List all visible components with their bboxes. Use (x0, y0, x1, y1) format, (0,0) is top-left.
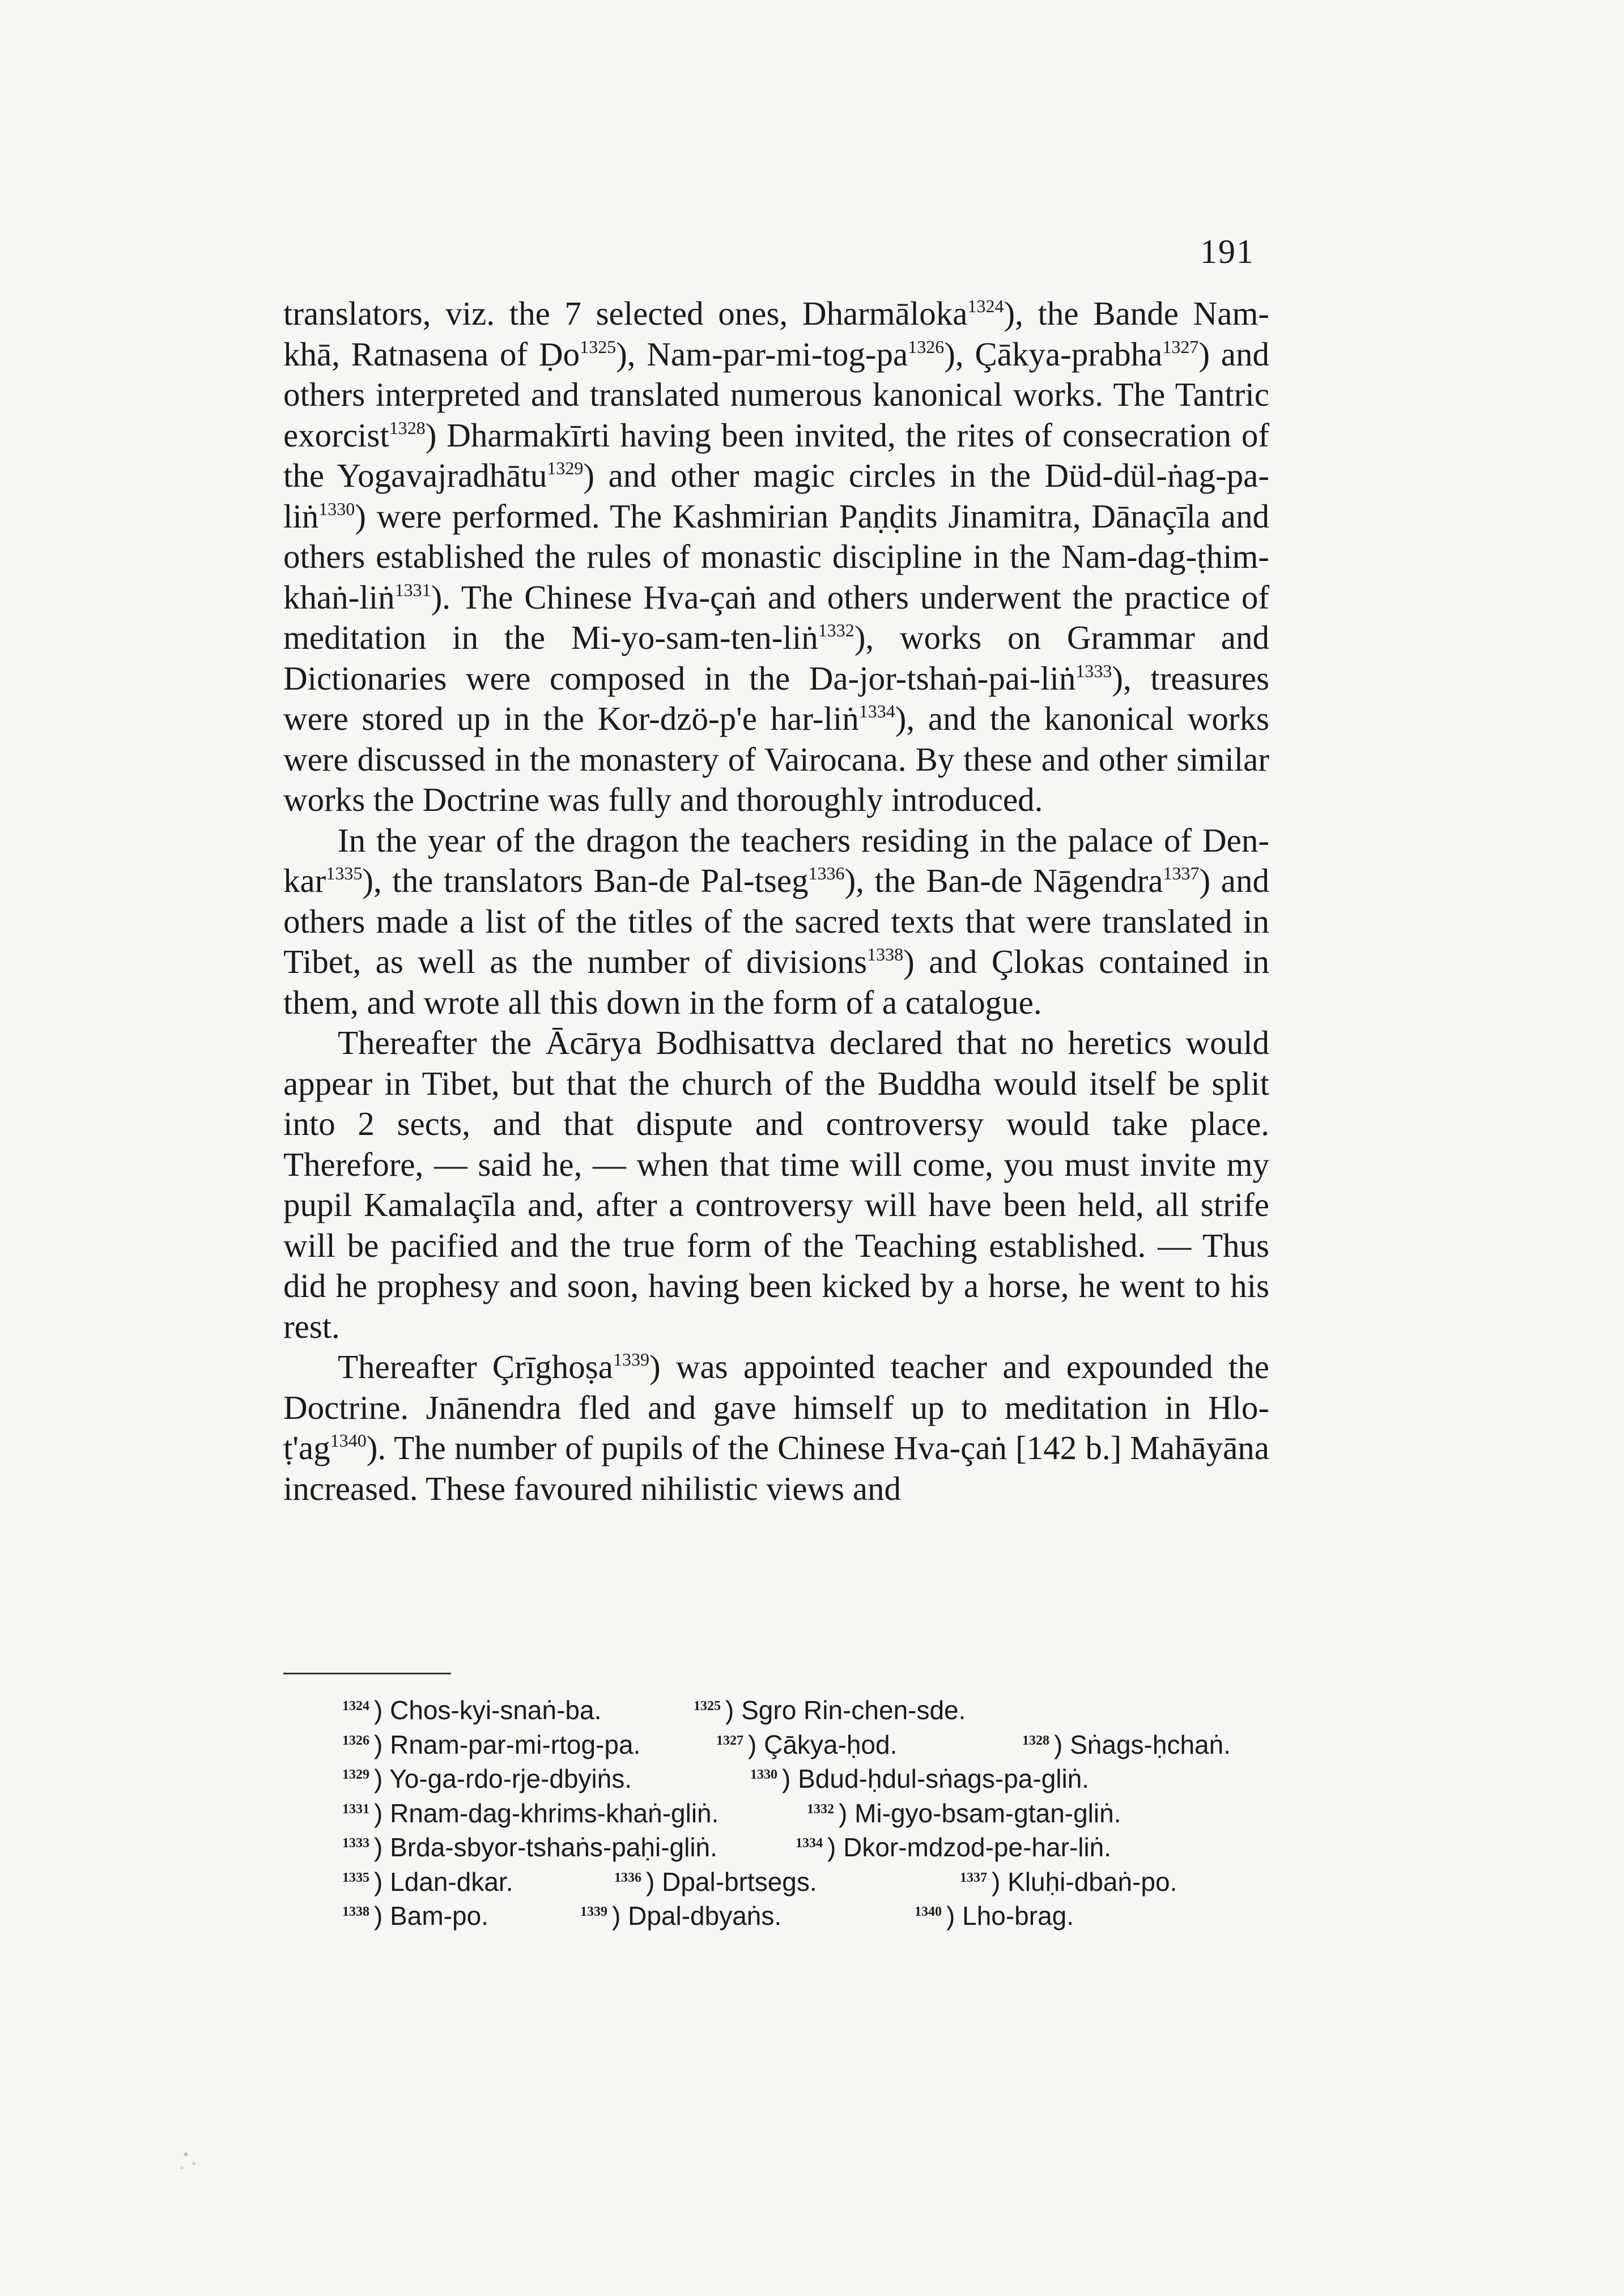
text-run: Thereafter the Ācārya Bodhisattva declared that no heretics would appear in Tibet, but that the church of the Buddha would itself be split into 2 sects, and that dispute and controversy would take place. Therefore, — said he, — when that time will come, you must invite my pupil Kamalaçīla and, after a controversy will have been held, all strife will be pacified and the true form of the Teaching established. — Thus did he prophesy and soon, having been kicked by a horse, he went to his rest. (283, 1024, 1269, 1345)
footnote (342, 1762, 750, 1796)
footnote (960, 1865, 1177, 1899)
footnote-paren: ) (827, 1832, 844, 1862)
text-run: ). The Chinese Hva-çaṅ and others underwent the practice of meditation in the Mi-yo-sam-ten-liṅ (283, 578, 1269, 656)
footnote-paren: ) (992, 1866, 1008, 1897)
footnote-number: 1325 (694, 1699, 721, 1714)
footnotes (342, 1693, 1306, 1933)
scan-speck (170, 2136, 210, 2182)
text-run: ) were performed. The Kashmirian Paṇḍits Jinamitra, Dānaçīla and others established the rules of monastic discipline in the Nam-dag-ṭhim-khaṅ-liṅ (283, 497, 1269, 616)
text-run: ), the translators Ban-de Pal-tseg (362, 862, 809, 899)
footnote (750, 1762, 1089, 1796)
footnote-ref: 1328 (389, 417, 426, 438)
text-run: ) and Çlokas contained in them, and wrote all this down in the form of a catalogue. (283, 943, 1269, 1021)
footnote-ref: 1338 (867, 944, 904, 964)
footnote-ref: 1327 (1162, 336, 1199, 357)
text-run: ), and the kanonical works were discussed in the monastery of Vairocana. By these and other similar works the Doctrine was fully and thoroughly introduced. (283, 700, 1269, 818)
footnote-number: 1330 (750, 1767, 777, 1782)
text-run: ) and other magic circles in the Düd-dül-ṅag-pa-liṅ (283, 457, 1269, 535)
footnote-number: 1338 (342, 1904, 369, 1919)
footnote-text: Kluḥi-dbaṅ-po. (1007, 1866, 1177, 1897)
footnote-paren: ) (374, 1798, 390, 1828)
footnote-ref: 1330 (318, 498, 355, 519)
footnote (342, 1865, 614, 1899)
footnote-paren: ) (946, 1901, 963, 1931)
footnote (342, 1693, 694, 1728)
footnote (614, 1865, 960, 1899)
footnote-paren: ) (646, 1866, 662, 1897)
footnote-text: Rnam-par-mi-rtog-pa. (390, 1729, 641, 1759)
text-run: In the year of the dragon the teachers residing in the palace of Den-kar (283, 821, 1269, 899)
footnote-text: Dkor-mdzod-pe-har-liṅ. (843, 1832, 1112, 1862)
footnote (342, 1728, 716, 1762)
footnote-row (342, 1728, 1306, 1762)
body-text (283, 294, 1269, 1509)
footnote-text: Sṅags-ḥchaṅ. (1070, 1729, 1231, 1759)
footnote-ref: 1333 (1075, 660, 1112, 681)
footnote-paren: ) (839, 1798, 855, 1828)
text-run: ), works on Grammar and Dictionaries were composed in the Da-jor-tshaṅ-pai-liṅ (283, 619, 1269, 697)
text-run: ), Nam-par-mi-tog-pa (616, 335, 908, 373)
footnote-text: Bam-po. (390, 1901, 488, 1931)
footnote (915, 1899, 1074, 1933)
footnote (342, 1830, 796, 1865)
footnote-ref: 1339 (613, 1349, 649, 1370)
footnote (807, 1796, 1121, 1831)
footnote (342, 1796, 807, 1831)
footnote-text: Brda-sbyor-tshaṅs-paḥi-gliṅ. (390, 1832, 717, 1862)
footnote-number: 1324 (342, 1699, 369, 1714)
text-run: ) Dharmakīrti having been invited, the rites of consecration of the Yogavajradhātu (283, 416, 1269, 494)
footnote (694, 1693, 966, 1728)
text-run: ), treasures were stored up in the Kor-dzö-p'e har-liṅ (283, 659, 1269, 737)
footnote-row (342, 1830, 1306, 1865)
footnote-text: Chos-kyi-snaṅ-ba. (390, 1695, 602, 1725)
footnote-text: Rnam-dag-khrims-khaṅ-gliṅ. (390, 1798, 719, 1828)
paragraph (283, 294, 1269, 820)
footnote-number: 1331 (342, 1801, 369, 1817)
footnote-text: Ldan-dkar. (390, 1866, 513, 1897)
footnote-paren: ) (374, 1729, 390, 1759)
footnote-text: Sgro Rin-chen-sde. (741, 1695, 966, 1725)
footnote-paren: ) (374, 1764, 390, 1793)
footnote-row (342, 1865, 1306, 1899)
footnote-ref: 1325 (580, 336, 617, 357)
footnote-text: Dpal-brtsegs. (662, 1866, 817, 1897)
paragraph (283, 1347, 1269, 1509)
text-run: ). The number of pupils of the Chinese Hva-çaṅ [142 b.] Mahāyāna increased. These favoured nihilistic views and (283, 1429, 1269, 1507)
footnote-ref: 1336 (808, 863, 845, 883)
footnote-text: Lho-brag. (962, 1901, 1074, 1931)
footnote-paren: ) (374, 1695, 390, 1725)
text-run: ), the Bande Nam-khā, Ratnasena of Ḍo (283, 295, 1269, 373)
paragraph (283, 820, 1269, 1023)
footnote-ref: 1332 (818, 620, 854, 640)
footnote-text: Çākya-ḥod. (764, 1729, 898, 1759)
footnote-number: 1336 (614, 1870, 641, 1885)
footnote-row (342, 1796, 1306, 1831)
footnote-number: 1327 (716, 1733, 743, 1748)
footnote-paren: ) (612, 1901, 628, 1931)
footnote-paren: ) (374, 1901, 390, 1931)
text-run: ), Çākya-prabha (944, 335, 1163, 373)
footnote-paren: ) (725, 1695, 742, 1725)
footnote-number: 1332 (807, 1801, 834, 1817)
text-run: ) and others interpreted and translated numerous kanonical works. The Tantric exorcist (283, 335, 1269, 454)
footnote-ref: 1335 (326, 863, 363, 883)
footnote-number: 1340 (915, 1904, 942, 1919)
paragraph (283, 1023, 1269, 1347)
footnote-ref: 1331 (394, 579, 431, 600)
text-run: ), the Ban-de Nāgendra (844, 862, 1163, 899)
footnote-number: 1328 (1022, 1733, 1049, 1748)
footnote (580, 1899, 915, 1933)
footnote-ref: 1324 (967, 296, 1004, 316)
footnote-paren: ) (782, 1764, 798, 1793)
footnote-number: 1334 (796, 1836, 823, 1851)
text-run: ) and others made a list of the titles of the sacred texts that were translated in Tibet, as well as the number of divisions (283, 862, 1269, 980)
footnote-row (342, 1693, 1306, 1728)
footnote-paren: ) (374, 1866, 390, 1897)
footnote-row (342, 1899, 1306, 1933)
footnote-number: 1326 (342, 1733, 369, 1748)
footnote (796, 1830, 1111, 1865)
text-run: Thereafter Çrīghoṣa (338, 1348, 613, 1385)
footnote-text: Dpal-dbyaṅs. (628, 1901, 782, 1931)
footnote-paren: ) (748, 1729, 764, 1759)
footnote (342, 1899, 580, 1933)
footnote-ref: 1329 (547, 458, 584, 478)
footnote-paren: ) (374, 1832, 390, 1862)
page-number: 191 (1200, 233, 1255, 270)
footnote-number: 1337 (960, 1870, 987, 1885)
footnote-rule (283, 1673, 451, 1674)
footnote (1022, 1728, 1231, 1762)
footnote-paren: ) (1054, 1729, 1070, 1759)
footnote-ref: 1326 (908, 336, 945, 357)
footnote-text: Mi-gyo-bsam-gtan-gliṅ. (854, 1798, 1121, 1828)
footnote-ref: 1337 (1163, 863, 1200, 883)
text-run: translators, viz. the 7 selected ones, Dharmāloka (283, 295, 968, 332)
footnote-number: 1333 (342, 1836, 369, 1851)
footnote-ref: 1340 (330, 1430, 367, 1451)
footnote-text: Bdud-ḥdul-sṅags-pa-gliṅ. (798, 1764, 1090, 1793)
footnote (716, 1728, 1022, 1762)
text-run: ) was appointed teacher and expounded the Doctrine. Jnānendra fled and gave himself up to meditation in Hlo-ṭ'ag (283, 1348, 1269, 1466)
footnote-number: 1339 (580, 1904, 607, 1919)
footnote-ref: 1334 (858, 701, 895, 721)
footnote-number: 1329 (342, 1767, 369, 1782)
footnote-number: 1335 (342, 1870, 369, 1885)
footnote-text: Yo-ga-rdo-rje-dbyiṅs. (389, 1764, 632, 1793)
footnote-row (342, 1762, 1306, 1796)
